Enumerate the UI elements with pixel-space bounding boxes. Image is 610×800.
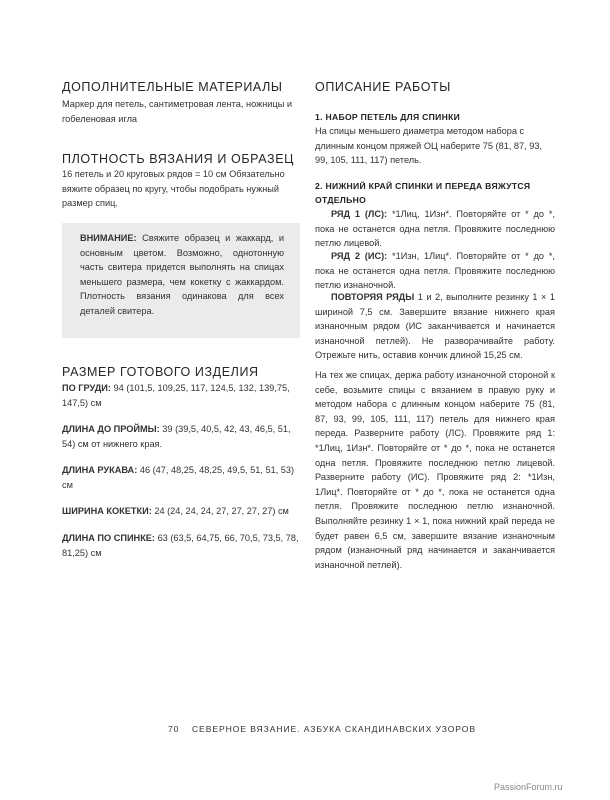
size-value: 24 (24, 24, 24, 27, 27, 27, 27) см — [154, 506, 289, 516]
size-item-sleeve — [62, 463, 300, 492]
page-number: 70 — [168, 724, 180, 734]
row1-text: *1Лиц, 1Изн*. Повторяйте от * до *, пока не останется одна петля. Провяжите последнюю петлю лицевой. — [315, 209, 555, 249]
materials-title: ДОПОЛНИТЕЛЬНЫЕ МАТЕРИАЛЫ — [62, 80, 283, 94]
page-footer — [168, 724, 476, 734]
step2-row1 — [315, 207, 555, 251]
size-value: 46 (47, 48,25, 48,25, 49,5, 51, 51, 53) см — [62, 465, 295, 490]
repeat-text: 1 и 2, выполните резинку 1 × 1 шириной 7,5 см. Завершите вязание нижнего края изнаночным рядом (ИС заканчивается и начинается изнаночной петлей). Не разворачивайте работу. Отрежьте нить, оставив кончик длиной 15,25 см. — [315, 292, 555, 361]
step2-row2 — [315, 249, 555, 293]
gauge-text: 16 петель и 20 круговых рядов = 10 см Обязательно вяжите образец по кругу, чтобы подобрать нужный размер спиц. — [62, 169, 285, 209]
book-title: СЕВЕРНОЕ ВЯЗАНИЕ. АЗБУКА СКАНДИНАВСКИХ УЗОРОВ — [191, 724, 476, 734]
work-description-title: ОПИСАНИЕ РАБОТЫ — [315, 80, 451, 94]
size-value: 39 (39,5, 40,5, 42, 43, 46,5, 51, 54) см от нижнего края. — [62, 424, 291, 449]
size-label: ДЛИНА РУКАВА: — [62, 465, 138, 475]
size-label: ДЛИНА ДО ПРОЙМЫ: — [62, 424, 160, 434]
row2-label: РЯД 2 (ИС): — [331, 251, 388, 261]
size-label: ШИРИНА КОКЕТКИ: — [62, 506, 152, 516]
gauge-title: ПЛОТНОСТЬ ВЯЗАНИЯ И ОБРАЗЕЦ — [62, 152, 294, 166]
size-item-chest — [62, 381, 300, 410]
step1-title: 1. НАБОР ПЕТЕЛЬ ДЛЯ СПИНКИ — [315, 112, 461, 122]
notice-body: Свяжите образец и жаккард, и основным цветом. Возможно, однотонную часть свитера придется выполнять на спицах меньшего размера, чем кокетку с жаккардом. Плотность вязания одинакова для всех деталей свитера. — [80, 233, 284, 316]
step2-title-line2: ОТДЕЛЬНО — [315, 195, 367, 205]
watermark: PassionForum.ru — [494, 782, 563, 792]
row1-label: РЯД 1 (ЛС): — [331, 209, 388, 219]
step2-main-text: На тех же спицах, держа работу изнаночной стороной к себе, возьмите спицы с вязанием в правую руку и методом набора с длинным концом наберите 75 (81, 87, 93, 99, 105, 111, 117) петель для нижнего края переда. Разверните работу (ЛС). Провяжите ряд 1: *1Лиц, 1Изн*. Повторяйте от * до *, пока не останется одна петля. Провяжите последнюю петлю лицевой. Разверните работу (ИС). Провяжите ряд 2: *1Изн, 1Лиц*. Повторяйте от * до *, пока не останется одна петля. Провяжите последнюю петлю изнаночной. Выполняйте резинку 1 × 1, пока нижний край переда не будет равен 6,5 см, завершите вязание изнаночным рядом (изнаночный ряд начинается и заканчивается изнаночной петлей). — [315, 370, 555, 570]
size-value: 63 (63,5, 64,75, 66, 70,5, 73,5, 78, 81,25) см — [62, 533, 299, 558]
size-item-yoke — [62, 504, 300, 519]
size-item-back-length — [62, 531, 300, 560]
sizes-title: РАЗМЕР ГОТОВОГО ИЗДЕЛИЯ — [62, 365, 259, 379]
size-value: 94 (101,5, 109,25, 117, 124,5, 132, 139,75, 147,5) см — [62, 383, 290, 408]
step2-repeat — [315, 290, 555, 363]
step1-text: На спицы меньшего диаметра методом набора с длинным концом пряжей ОЦ наберите 75 (81, 87, 93, 99, 105, 111, 117) петель. — [315, 126, 543, 166]
notice-text — [80, 231, 284, 319]
size-label: ДЛИНА ПО СПИНКЕ: — [62, 533, 155, 543]
repeat-label: ПОВТОРЯЯ РЯДЫ — [331, 292, 415, 302]
step2-title-line1: 2. НИЖНИЙ КРАЙ СПИНКИ И ПЕРЕДА ВЯЖУТСЯ — [315, 181, 531, 191]
size-item-armhole — [62, 422, 300, 451]
size-label: ПО ГРУДИ: — [62, 383, 111, 393]
materials-text: Маркер для петель, сантиметровая лента, ножницы и гобеленовая игла — [62, 99, 292, 124]
row2-text: *1Изн, 1Лиц*. Повторяйте от * до *, пока не останется одна петля. Провяжите последнюю петлю изнаночной. — [315, 251, 555, 291]
notice-label: ВНИМАНИЕ: — [80, 233, 137, 243]
